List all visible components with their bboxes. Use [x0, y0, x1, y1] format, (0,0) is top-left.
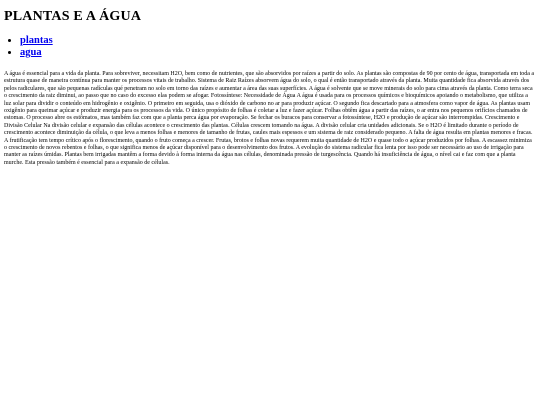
nav-list-item [20, 35, 536, 47]
nav-link-agua[interactable]: agua [20, 47, 42, 58]
body-paragraph: A água é essencial para a vida da planta. Para sobreviver, necessitam H2O, bem como de nutrientes, que são absorvidos por raízes a partir do solo. As plantas são compostas de 90 por cento de água, transportada em toda a estrutura quase de maneira contínua para manter os processos vitais de trabalho. Sistema de Raiz Raízes absorvem água do solo, o qual é então transportado através da planta. Muita quantidade fica absorvida através dos pelos radiculares, que são pequenas radículas qué penetram no solo em torno das raízes e aumentar a área das suas superfícies. A água é solvente que se move minerais do solo para cima através da planta. Como terra seca o crescimento da raiz diminui, ao passo que no caso do excesso elas podem se afogar. Fotossíntese: Necessidade de Água A água é usada para os processos químicos e bioquímicos apoiando o metabolismo, que utiliza a luz solar para dividir o conteúdo em hidrogênio e oxigênio. O primeiro em seguida, usa o dióxido de carbono no ar para produzir açúcar. O segundo fica descartado para a atmosfera como vapor de água. As plantas usam oxigênio para queimar açúcar e produzir energia para os processos da vida. O único propósito de folhas é coletar a luz e fazer açúcar. Folhas obtêm água a partir das raízes, o ar entra nos pequenos orifícios chamados de estomas. O processo abre os estômatos, mas também faz com que a planta perca água por evaporação. Se fechar os buracos para conservar a fotossíntese, H2O e produção de açúcar são interrompidas. Crescimento e Divisão Celular Na divisão celular e expansão das células acontece o crescimento das plantas. Células crescem tomando na água. A divisão celular cria unidades adicionais. Se o H2O é limitado durante o período de crescimento acontece diminuição da célula, o que leva a menos folhas e menores de tamanho de frutas, caules mais espessos e um sistema de raiz considerado pequeno. A falta de água resulta em plantas menores e fracas. A frutificação tem tempo crítico após o florescimento, quando o fruto começa a crescer. Frutas, brotos e folhas novas requerem muita quantidade de H2O e quase todo o açúcar produzidos por folhas. A escassez minimiza o crescimento de novos rebentos e folhas, o que significa menos de açúcar disponível para o desenvolvimento dos frutos. A evolução do sistema radicular fica lenta por isso pode ser necessário ao uso de irrigação para manter as raízes úmidas. Plantas bem irrigadas mantêm a forma devido à forma interna da água nas células, denominada pressão de turgescência. Quando há insuficiência de água, o nível cai e faz com que a planta murche. Esta pressão também é essencial para a expansão de células. [4, 71, 535, 166]
page-content [4, 0, 536, 167]
nav-link-plantas[interactable]: plantas [20, 35, 53, 46]
nav-list-item [20, 47, 536, 59]
nav-list [4, 35, 536, 59]
page-title: PLANTAS E A ÁGUA [4, 9, 142, 24]
